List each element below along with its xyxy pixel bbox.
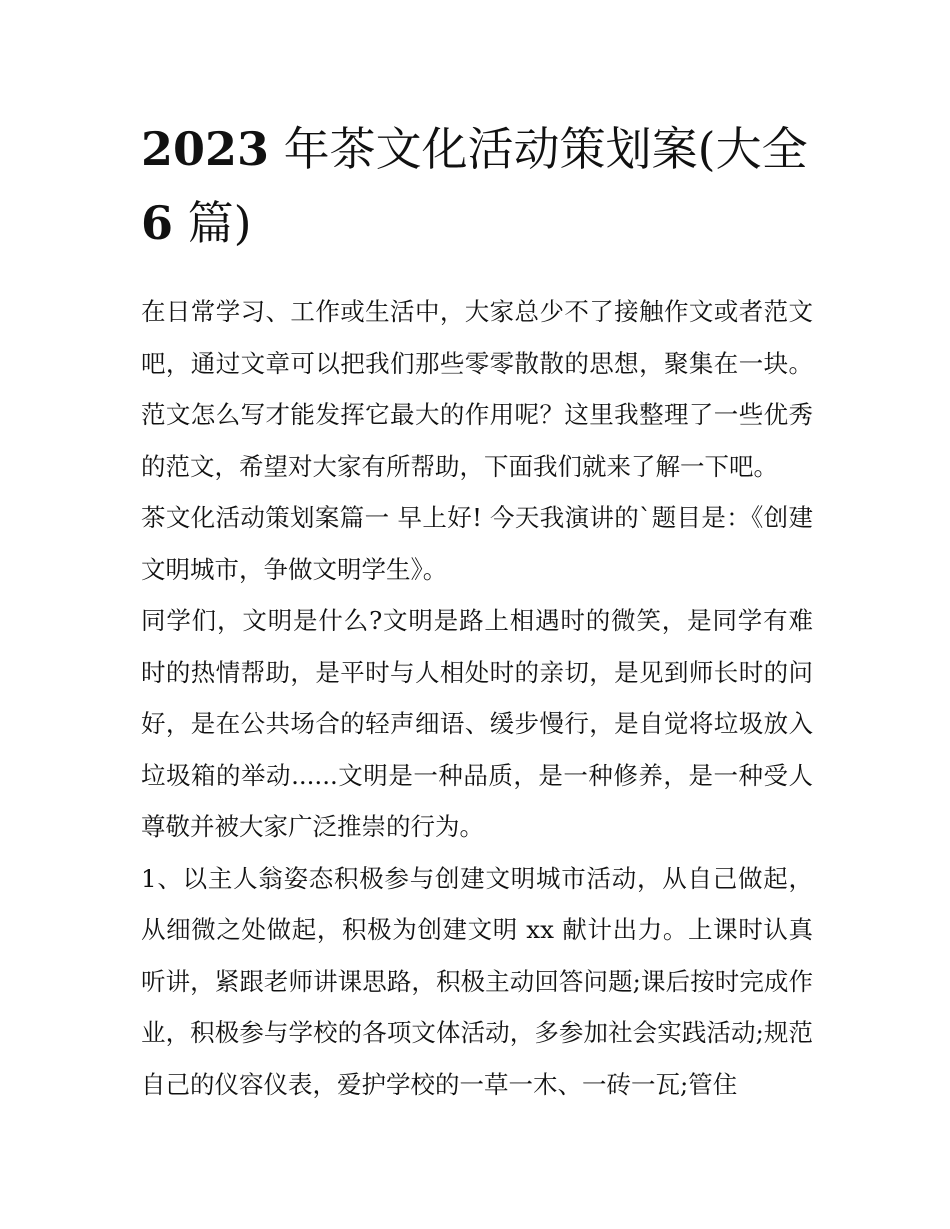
title-text: 年茶文化活动策划案(大全	[283, 122, 808, 176]
title-count: 6	[141, 196, 174, 250]
title-year: 2023	[141, 122, 270, 176]
paragraph-speech-opening: 茶文化活动策划案篇一 早上好! 今天我演讲的`题目是：《创建文明城市，争做文明学生》。	[141, 503, 813, 584]
document-body	[141, 286, 813, 1110]
document-page	[141, 112, 813, 1110]
document-title	[141, 112, 813, 260]
paragraph-civility: 同学们，文明是什么?文明是路上相遇时的微笑，是同学有难时的热情帮助，是平时与人相处时的亲切，是见到师长时的问好，是在公共场合的轻声细语、缓步慢行，是自觉将垃圾放入垃圾箱的举动......文明是一种品质，是一种修养，是一种受人尊敬并被大家广泛推崇的行为。	[141, 606, 813, 841]
title-suffix: 篇)	[187, 196, 252, 250]
paragraph-intro: 在日常学习、工作或生活中，大家总少不了接触作文或者范文吧，通过文章可以把我们那些零零散散的思想，聚集在一块。范文怎么写才能发挥它最大的作用呢？这里我整理了一些优秀的范文，希望对大家有所帮助，下面我们就来了解一下吧。	[141, 297, 813, 481]
paragraph-point-1: 1、以主人翁姿态积极参与创建文明城市活动，从自己做起，从细微之处做起，积极为创建文明 xx 献计出力。上课时认真听讲，紧跟老师讲课思路，积极主动回答问题;课后按时完成作业，积极参与学校的各项文体活动，多参加社会实践活动;规范自己的仪容仪表，爱护学校的一草一木、一砖一瓦;管住	[141, 863, 813, 1099]
